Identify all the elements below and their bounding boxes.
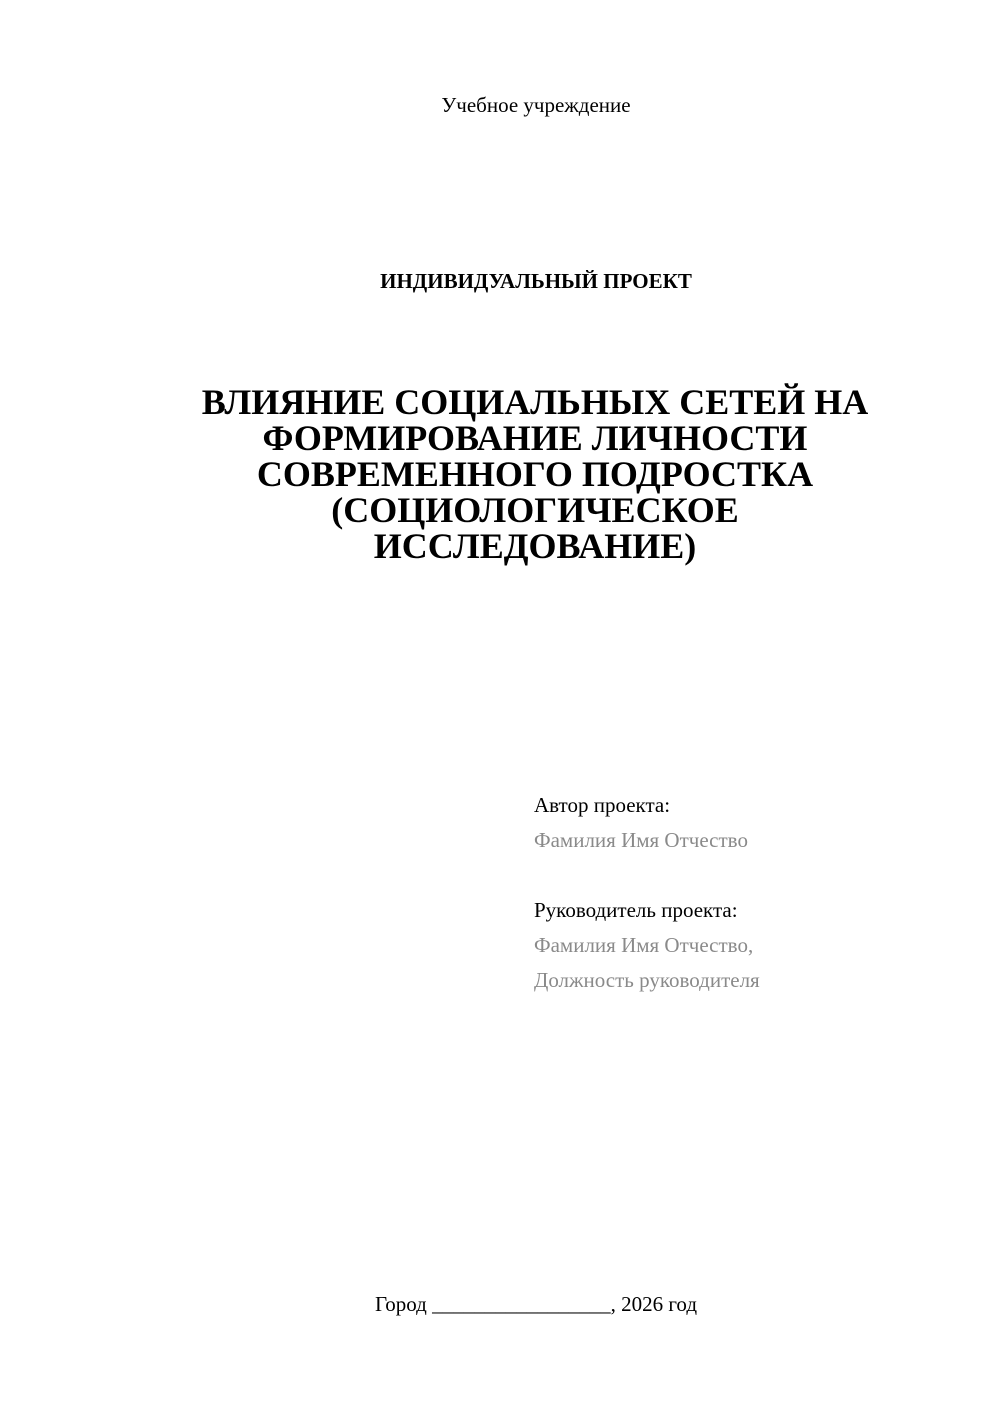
author-name: Фамилия Имя Отчество	[534, 828, 748, 852]
supervisor-label: Руководитель проекта:	[534, 898, 738, 922]
city-label: Город	[374, 1292, 427, 1316]
project-title-line: ИССЛЕДОВАНИЕ)	[373, 526, 697, 566]
project-title-line: ФОРМИРОВАНИЕ ЛИЧНОСТИ	[262, 418, 808, 458]
city-blank: _________________	[432, 1292, 611, 1316]
institution-name: Учебное учреждение	[441, 93, 631, 117]
city-year-line	[0, 1290, 1000, 1318]
project-title-line: СОВРЕМЕННОГО ПОДРОСТКА	[256, 454, 814, 494]
supervisor-name: Фамилия Имя Отчество,	[534, 933, 754, 957]
project-title-line: (СОЦИОЛОГИЧЕСКОЕ	[331, 490, 739, 530]
supervisor-position: Должность руководителя	[534, 968, 760, 992]
project-title-line: ВЛИЯНИЕ СОЦИАЛЬНЫХ СЕТЕЙ НА	[201, 382, 869, 422]
project-type-heading: ИНДИВИДУАЛЬНЫЙ ПРОЕКТ	[380, 269, 692, 293]
author-label: Автор проекта:	[534, 793, 671, 817]
project-title	[150, 384, 920, 564]
year-text: , 2026 год	[610, 1292, 698, 1316]
